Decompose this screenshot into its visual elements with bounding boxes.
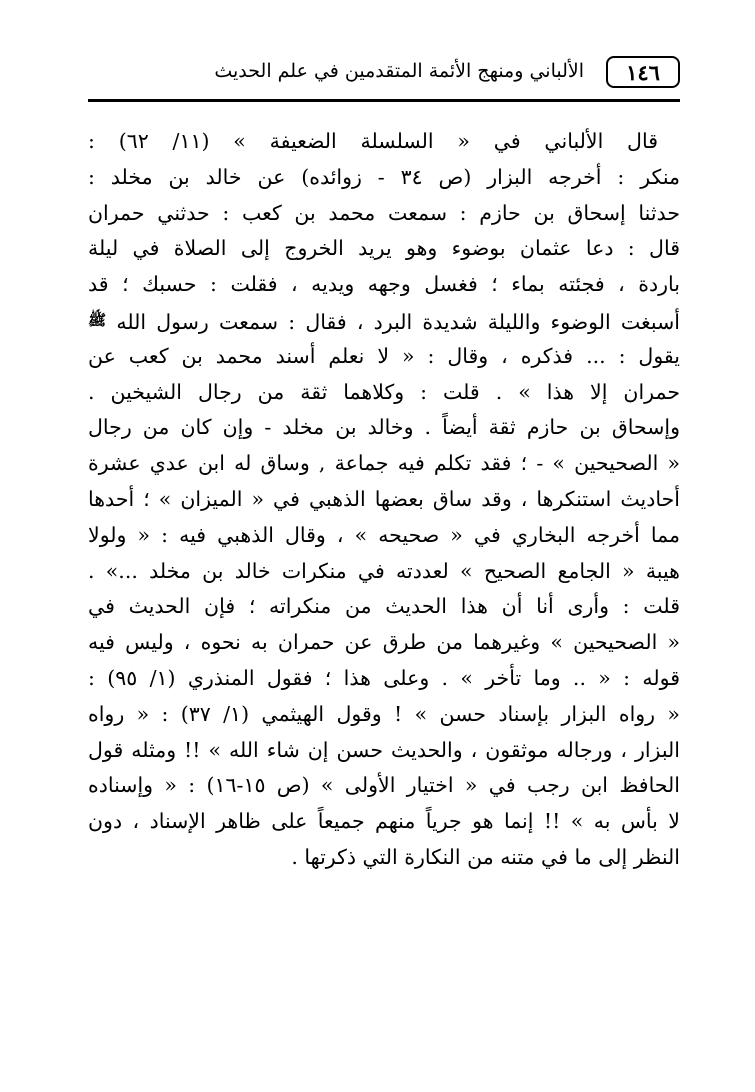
page-header — [88, 52, 680, 98]
text-line: قلت : وأرى أنا أن هذا الحديث من منكراته ؛ فإن الحديث في — [88, 594, 680, 619]
salutation-glyph: ﷺ — [88, 310, 107, 329]
running-title: الألباني ومنهج الأئمة المتقدمين في علم الحديث — [214, 60, 584, 82]
text-line: هيبة « الجامع الصحيح » لعددته في منكرات خالد بن مخلد ...» . — [88, 558, 680, 583]
text-line: الحافظ ابن رجب في « اختيار الأولى » (ص ١٥-١٦) : « وإسناده — [88, 773, 680, 798]
text-line: يقول : ... فذكره ، وقال : « لا نعلم أسند محمد بن كعب عن — [88, 343, 680, 368]
text-line-with-salutation — [88, 303, 680, 339]
text-line: « رواه البزار بإسناد حسن » ! وقول الهيثمي (١/ ٣٧) : « رواه — [88, 701, 680, 726]
text-line: « الصحيحين » وغيرهما من طرق عن حمران به نحوه ، وليس فيه — [88, 630, 680, 655]
header-divider — [88, 99, 680, 102]
text-line: لا بأس به » !! إنما هو جرياً منهم جميعاً على ظاهر الإسناد ، دون — [88, 809, 680, 834]
text-line: باردة ، فجئته بماء ؛ فغسل وجهه ويديه ، فقلت : حسبك ؛ قد — [88, 272, 680, 297]
text-line: « الصحيحين » - ؛ فقد تكلم فيه جماعة , وساق له ابن عدي عشرة — [88, 451, 680, 476]
text-line: مما أخرجه البخاري في « صحيحه » ، وقال الذهبي فيه : « ولولا — [88, 522, 680, 547]
text-line: حدثنا إسحاق بن حازم : سمعت محمد بن كعب : حدثني حمران — [88, 200, 680, 225]
text-line: حمران إلا هذا » . قلت : وكلاهما ثقة من رجال الشيخين . — [88, 379, 680, 404]
text-line: النظر إلى ما في متنه من النكارة التي ذكرتها . — [291, 844, 680, 869]
text-line: منكر : أخرجه البزار (ص ٣٤ - زوائده) عن خالد بن مخلد : — [88, 164, 680, 189]
text-line: أحاديث استنكرها ، وقد ساق بعضها الذهبي في « الميزان » ؛ أحدها — [88, 486, 680, 511]
page-number: ١٤٦ — [626, 59, 660, 85]
text-line: قوله : « .. وما تأخر » . وعلى هذا ؛ فقول المنذري (١/ ٩٥) : — [88, 665, 680, 690]
text-line: البزار ، ورجاله موثقون ، والحديث حسن إن شاء الله » !! ومثله قول — [88, 737, 680, 762]
text-line: وإسحاق بن حازم ثقة أيضاً . وخالد بن مخلد - وإن كان من رجال — [88, 415, 680, 440]
page-number-box — [606, 56, 680, 88]
text-line: قال : دعا عثمان بوضوء وهو يريد الخروج إلى الصلاة في ليلة — [88, 236, 680, 261]
body-text — [88, 124, 680, 876]
text-line: قال الألباني في « السلسلة الضعيفة » (١١/ ٦٢) : — [88, 129, 658, 153]
text-line-content: أسبغت الوضوء والليلة شديدة البرد ، فقال : سمعت رسول الله — [116, 309, 680, 334]
